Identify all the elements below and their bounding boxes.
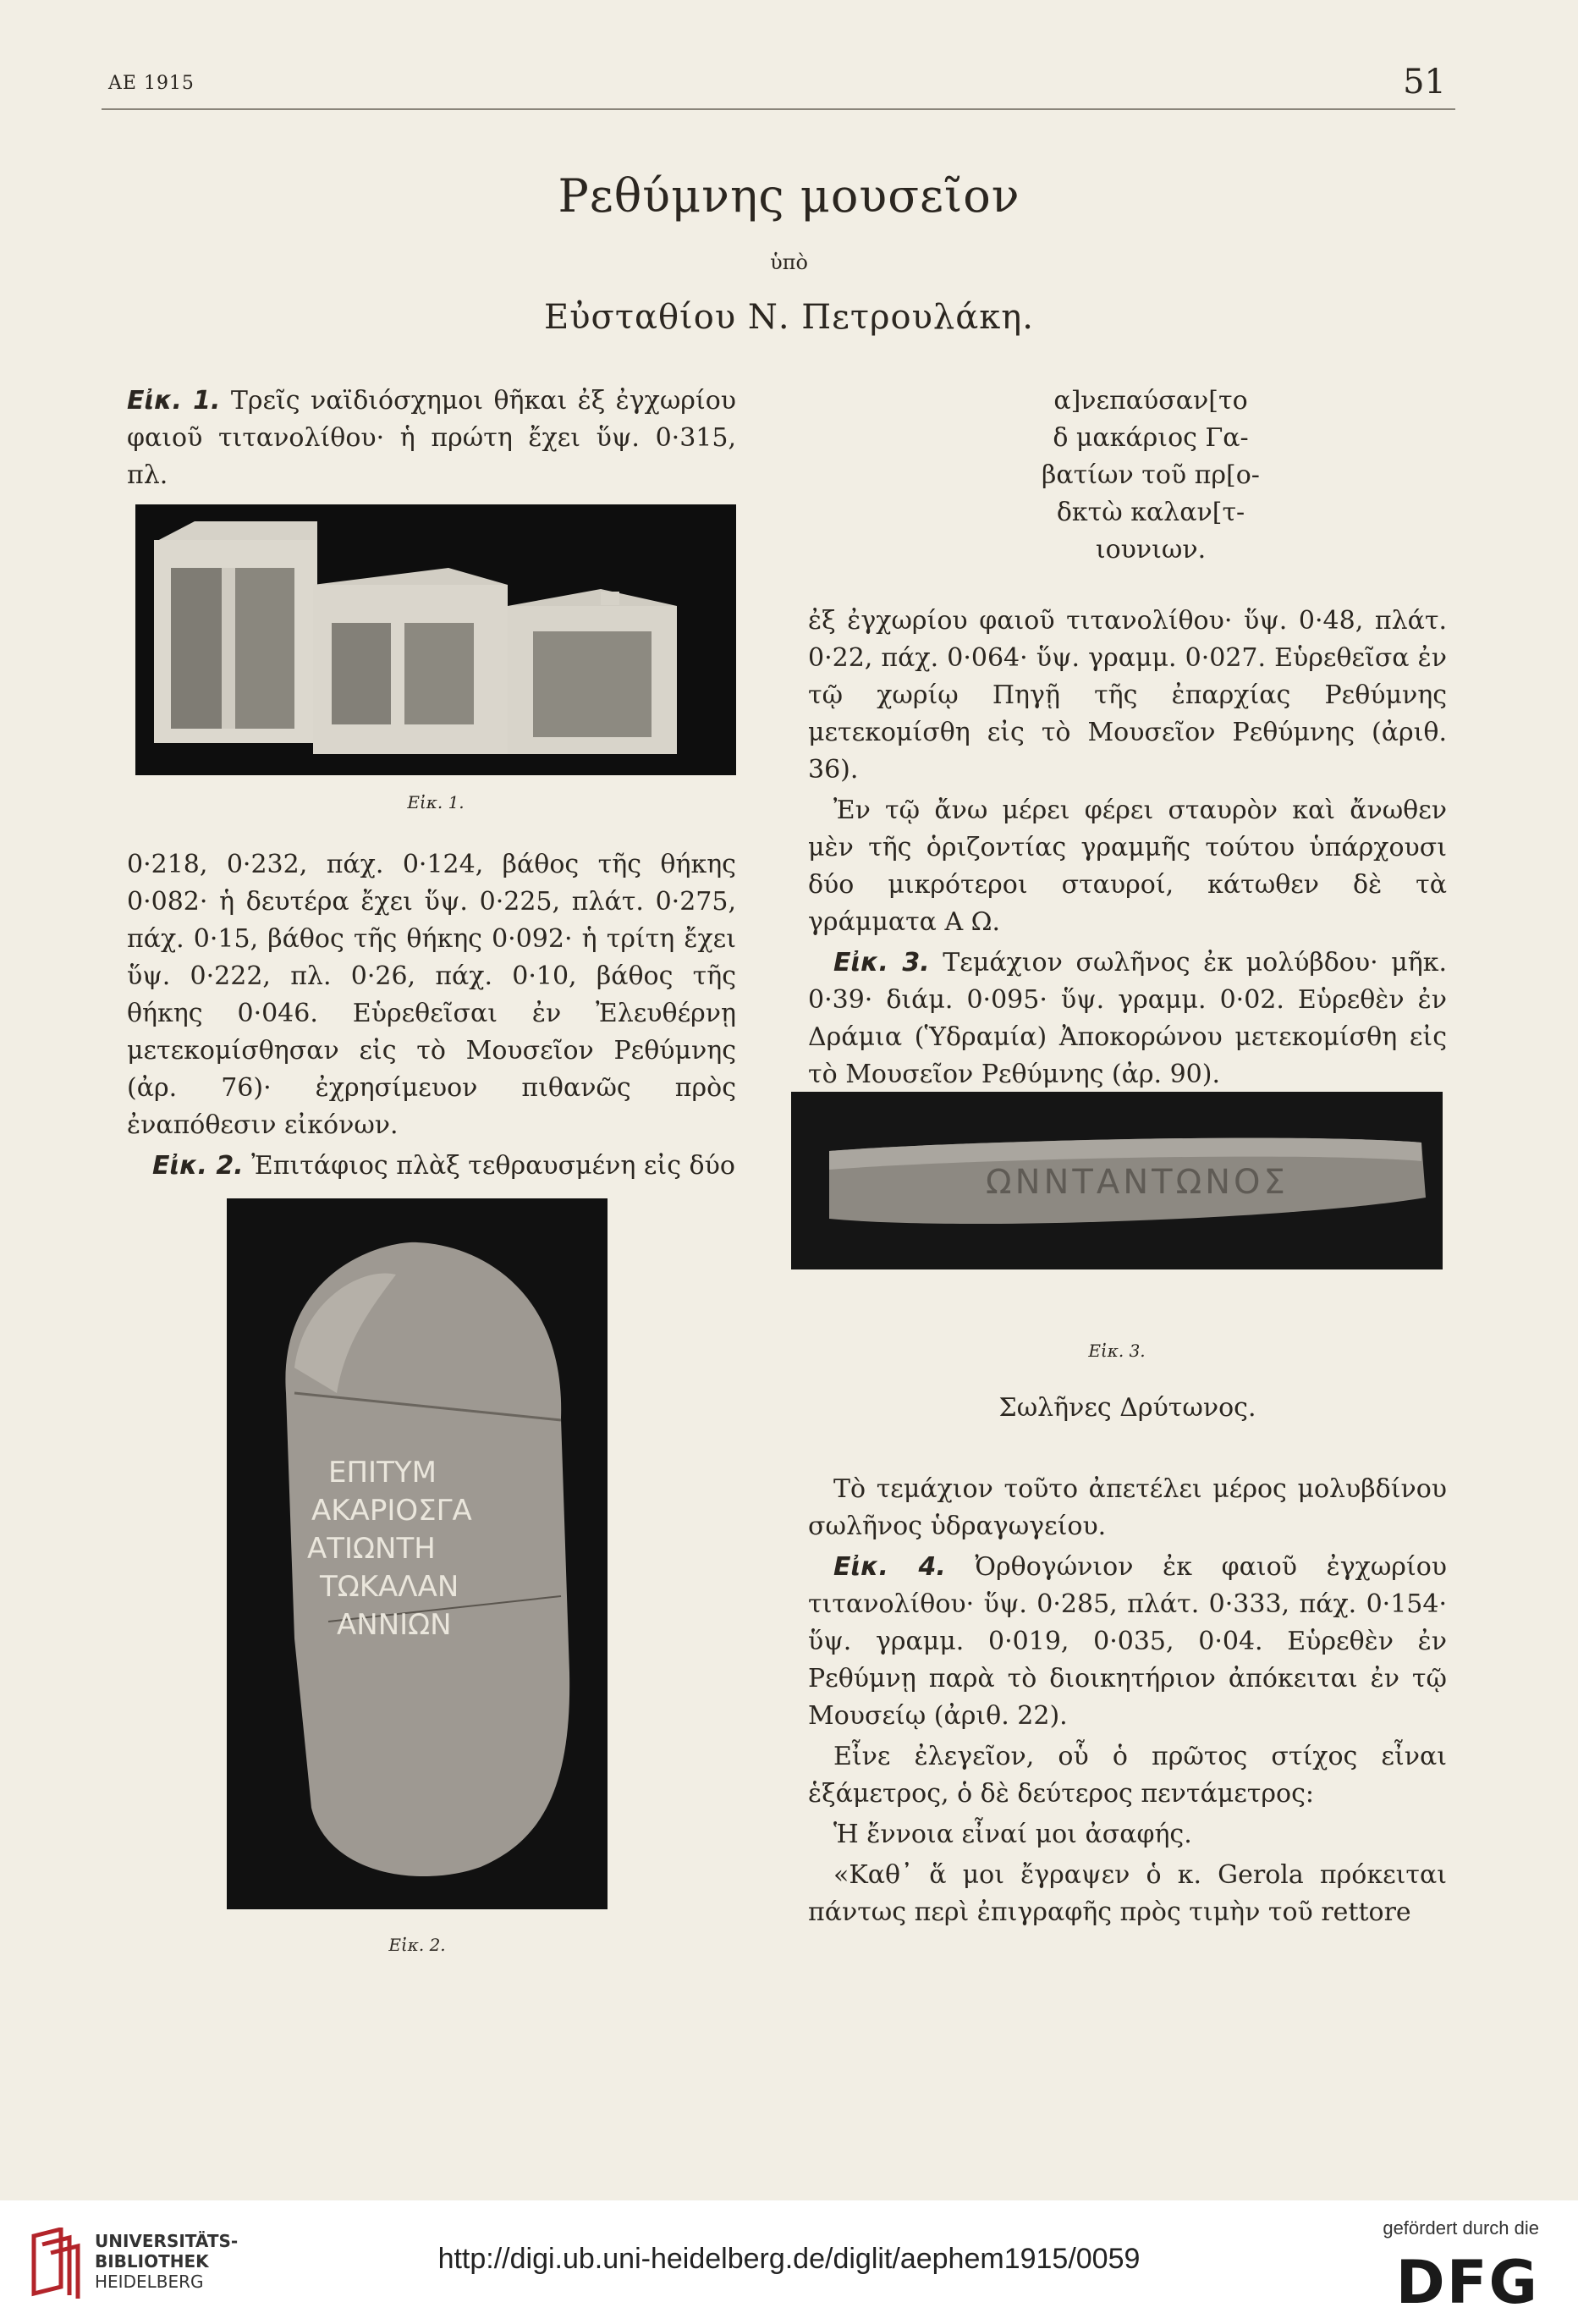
left-column-top bbox=[127, 383, 736, 498]
inscription-line: ΑΤΙΩΝΤΗ bbox=[307, 1532, 436, 1566]
inscription-line: δκτὼ καλαν[τ- bbox=[1056, 498, 1245, 527]
figure-1-photo bbox=[135, 504, 736, 775]
paragraph bbox=[808, 1549, 1447, 1735]
inscription-transcription bbox=[846, 383, 1455, 569]
inscription-line: ιουνιων. bbox=[1095, 535, 1207, 564]
figure-label: Εἰκ. 4. bbox=[833, 1552, 946, 1582]
inscription-line: ΕΠΙΤΥΜ bbox=[328, 1456, 437, 1490]
inscription-line: α]νεπαύσαν[το bbox=[1053, 386, 1248, 416]
figure-2-caption: Εἰκ. 2. bbox=[388, 1935, 446, 1955]
figure-3-photo bbox=[791, 1092, 1443, 1269]
right-column-lower bbox=[808, 1471, 1447, 1935]
figure-3-caption: Εἰκ. 3. bbox=[1088, 1341, 1146, 1361]
paragraph-text: Τεμάχιον σωλῆνος ἐκ μολύβδου· μῆκ. 0·39· διάμ. 0·095· ὕψ. γραμμ. 0·02. Εὑρεθὲν ἐν Δράμια (Ὑδραμία) Ἀποκορώνου μετεκομίσθη εἰς τὸ Μουσεῖον Ρεθύμνης (ἀρ. 90). bbox=[808, 948, 1447, 1089]
figure-label: Εἰκ. 3. bbox=[833, 948, 930, 978]
running-header: ΑΕ 1915 bbox=[108, 73, 195, 94]
figure-1-caption: Εἰκ. 1. bbox=[407, 792, 465, 812]
figure-label: Εἰκ. 1. bbox=[127, 386, 221, 416]
paragraph-text: Ἐπιτάφιος πλὰξ τεθραυσμένη εἰς δύο bbox=[243, 1151, 735, 1181]
paragraph: Ἐν τῷ ἄνω μέρει φέρει σταυρὸν καὶ ἄνωθεν μὲν τῆς ὁριζοντίας γραμμῆς τούτου ὑπάρχουσι δύο μικρότεροι σταυροί, κάτωθεν δὲ τὰ γράμματα Α Ω. bbox=[808, 796, 1447, 937]
pipe-inscription: ΩΝΝΤΑΝΤΩΝΟΣ bbox=[986, 1163, 1289, 1202]
paragraph bbox=[808, 944, 1447, 1093]
source-url-link[interactable]: http://digi.ub.uni-heidelberg.de/diglit/aephem1915/0059 bbox=[437, 2243, 1141, 2275]
left-column-body bbox=[127, 846, 736, 1188]
page-number: 51 bbox=[1403, 63, 1446, 102]
right-column-body bbox=[808, 603, 1447, 1097]
section-heading: Σωλῆνες Δρύτωνος. bbox=[998, 1393, 1256, 1423]
figure-2-photo bbox=[227, 1198, 608, 1909]
header-rule bbox=[102, 108, 1455, 110]
paragraph: «Καθ᾽ ἅ μοι ἔγραψεν ὁ κ. Gerola πρόκειται πάντως περὶ ἐπιγραφῆς πρὸς τιμὴν τοῦ rettore bbox=[808, 1860, 1447, 1927]
paragraph: Τὸ τεμάχιον τοῦτο ἀπετέλει μέρος μολυβδίνου σωλῆνος ὑδραγωγείου. bbox=[808, 1474, 1447, 1541]
library-name-line: UNIVERSITÄTS- bbox=[95, 2231, 239, 2251]
paragraph: 0·218, 0·232, πάχ. 0·124, βάθος τῆς θήκης 0·082· ἡ δευτέρα ἔχει ὕψ. 0·225, πλάτ. 0·275, πάχ. 0·15, βάθος τῆς θήκης 0·092· ἡ τρίτη ἔχει ὕψ. 0·222, πλ. 0·26, πάχ. 0·10, βάθος τῆς θήκης 0·046. Εὑρεθεῖσαι ἐν Ἐλευθέρνῃ μετεκομίσθησαν εἰς τὸ Μουσεῖον Ρεθύμνης (ἀρ. 76)· ἐχρησίμευον πιθανῶς πρὸς ἐναπόθεσιν εἰκόνων. bbox=[127, 850, 736, 1140]
paragraph-text: Ὀρθογώνιον ἐκ φαιοῦ ἐγχωρίου τιτανολίθου· ὕψ. 0·285, πλάτ. 0·333, πάχ. 0·154· ὕψ. γραμμ. 0·019, 0·035, 0·04. Εὑρεθὲν ἐν Ρεθύμνῃ παρὰ τὸ διοικητήριον ἀπόκειται ἐν τῷ Μουσείῳ (ἀριθ. 22). bbox=[808, 1552, 1448, 1731]
paragraph bbox=[127, 383, 736, 494]
paragraph: Εἶνε ἐλεγεῖον, οὗ ὁ πρῶτος στίχος εἶναι ἑξάμετρος, ὁ δὲ δεύτερος πεντάμετρος: bbox=[808, 1742, 1447, 1809]
article-title: Ρεθύμνης μουσεῖον bbox=[558, 169, 1020, 223]
inscription-line: ΑΝΝΙΩΝ bbox=[337, 1608, 452, 1642]
paragraph: Ἡ ἔννοια εἶναί μοι ἀσαφής. bbox=[833, 1820, 1192, 1849]
library-name-line: BIBLIOTHEK bbox=[95, 2251, 209, 2272]
dfg-logo: DFG bbox=[1395, 2248, 1539, 2317]
library-name-line: HEIDELBERG bbox=[95, 2272, 204, 2292]
article-author: Εὐσταθίου Ν. Πετρουλάκη. bbox=[544, 298, 1034, 337]
paragraph: ἐξ ἐγχωρίου φαιοῦ τιτανολίθου· ὕψ. 0·48, πλάτ. 0·22, πάχ. 0·064· ὕψ. γραμμ. 0·027. Εὑρεθεῖσα ἐν τῷ χωρίῳ Πηγῇ τῆς ἐπαρχίας Ρεθύμνης μετεκομίσθη εἰς τὸ Μουσεῖον Ρεθύμνης (ἀριθ. 36). bbox=[808, 606, 1447, 785]
paragraph bbox=[127, 1148, 736, 1185]
footer-bar bbox=[0, 2200, 1578, 2324]
inscription-line: ΤΩΚΑΛΑΝ bbox=[320, 1570, 459, 1604]
byline: ὑπὸ bbox=[770, 251, 808, 274]
inscription-line: ΑΚΑΡΙΟΣΓΑ bbox=[311, 1494, 472, 1528]
inscription-line: βατίων τοῦ πρ[ο- bbox=[1042, 460, 1260, 490]
figure-label: Εἰκ. 2. bbox=[152, 1151, 244, 1181]
paragraph-text: Τρεῖς ναϊδιόσχημοι θῆκαι ἐξ ἐγχωρίου φαιοῦ τιτανολίθου· ἡ πρώτη ἔχει ὕψ. 0·315, πλ. bbox=[127, 386, 736, 490]
inscription-line: δ μακάριος Γα- bbox=[1053, 423, 1249, 453]
funding-note: gefördert durch die bbox=[1383, 2217, 1539, 2239]
